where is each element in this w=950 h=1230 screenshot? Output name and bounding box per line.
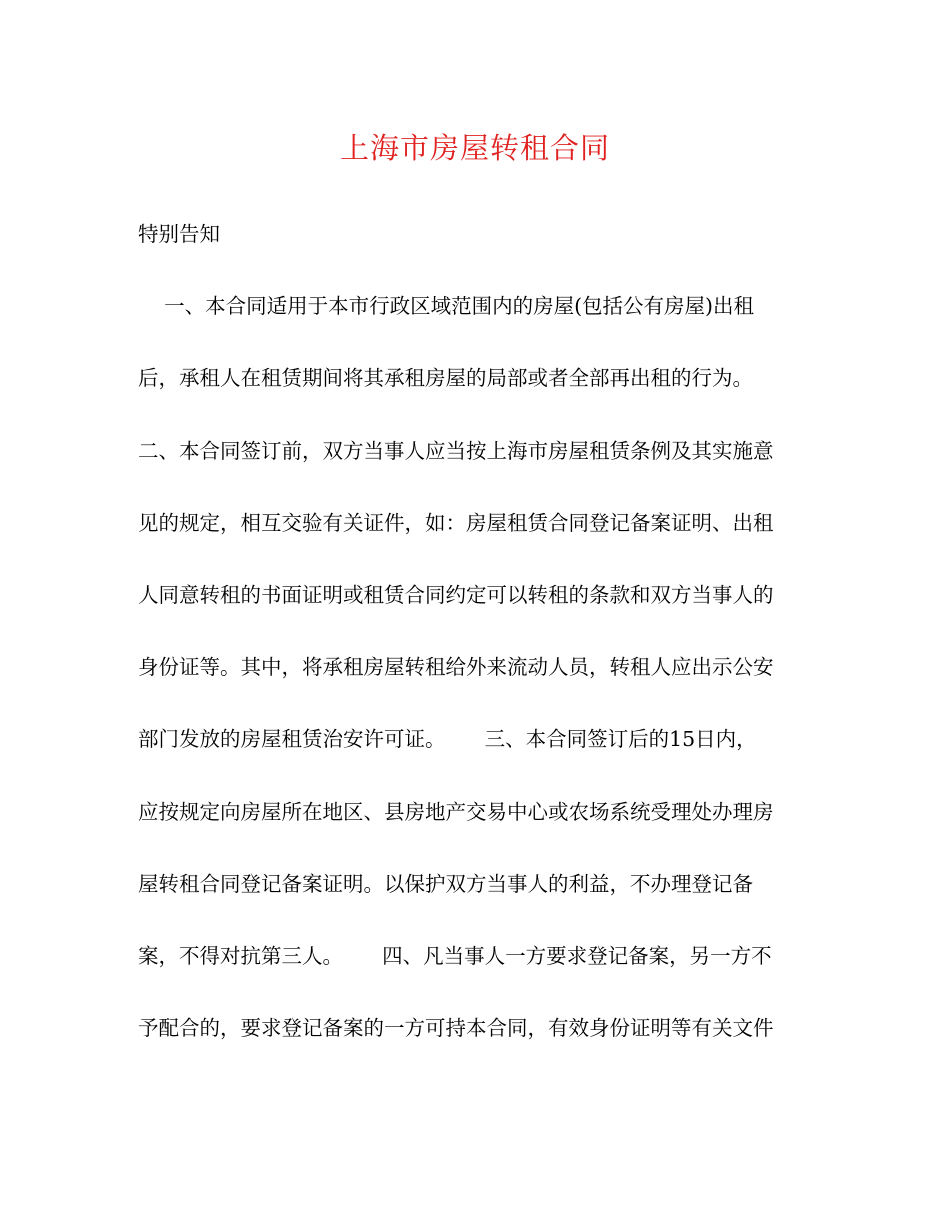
body-line: 应按规定向房屋所在地区、县房地产交易中心或农场系统受理处办理房 — [138, 800, 774, 824]
body-line: 二、本合同签订前，双方当事人应当按上海市房屋租赁条例及其实施意 — [138, 439, 774, 463]
body-line: 见的规定，相互交验有关证件，如：房屋租赁合同登记备案证明、出租 — [138, 511, 774, 535]
body-line: 人同意转租的书面证明或租赁合同约定可以转租的条款和双方当事人的 — [138, 583, 774, 607]
body-line: 一、本合同适用于本市行政区域范围内的房屋(包括公有房屋)出租 — [138, 294, 755, 318]
body-line: 予配合的，要求登记备案的一方可持本合同，有效身份证明等有关文件 — [138, 1016, 774, 1040]
body-line: 后，承租人在租赁期间将其承租房屋的局部或者全部再出租的行为。 — [138, 366, 753, 390]
body-line: 案，不得对抗第三人。 四、凡当事人一方要求登记备案，另一方不 — [138, 944, 772, 968]
body-line: 身份证等。其中，将承租房屋转租给外来流动人员，转租人应出示公安 — [138, 655, 774, 679]
body-line: 部门发放的房屋租赁治安许可证。 三、本合同签订后的15日内， — [138, 727, 757, 751]
document-title: 上海市房屋转租合同 — [339, 131, 610, 165]
notice-heading: 特别告知 — [138, 222, 220, 246]
body-line: 屋转租合同登记备案证明。以保护双方当事人的利益，不办理登记备 — [138, 872, 753, 896]
